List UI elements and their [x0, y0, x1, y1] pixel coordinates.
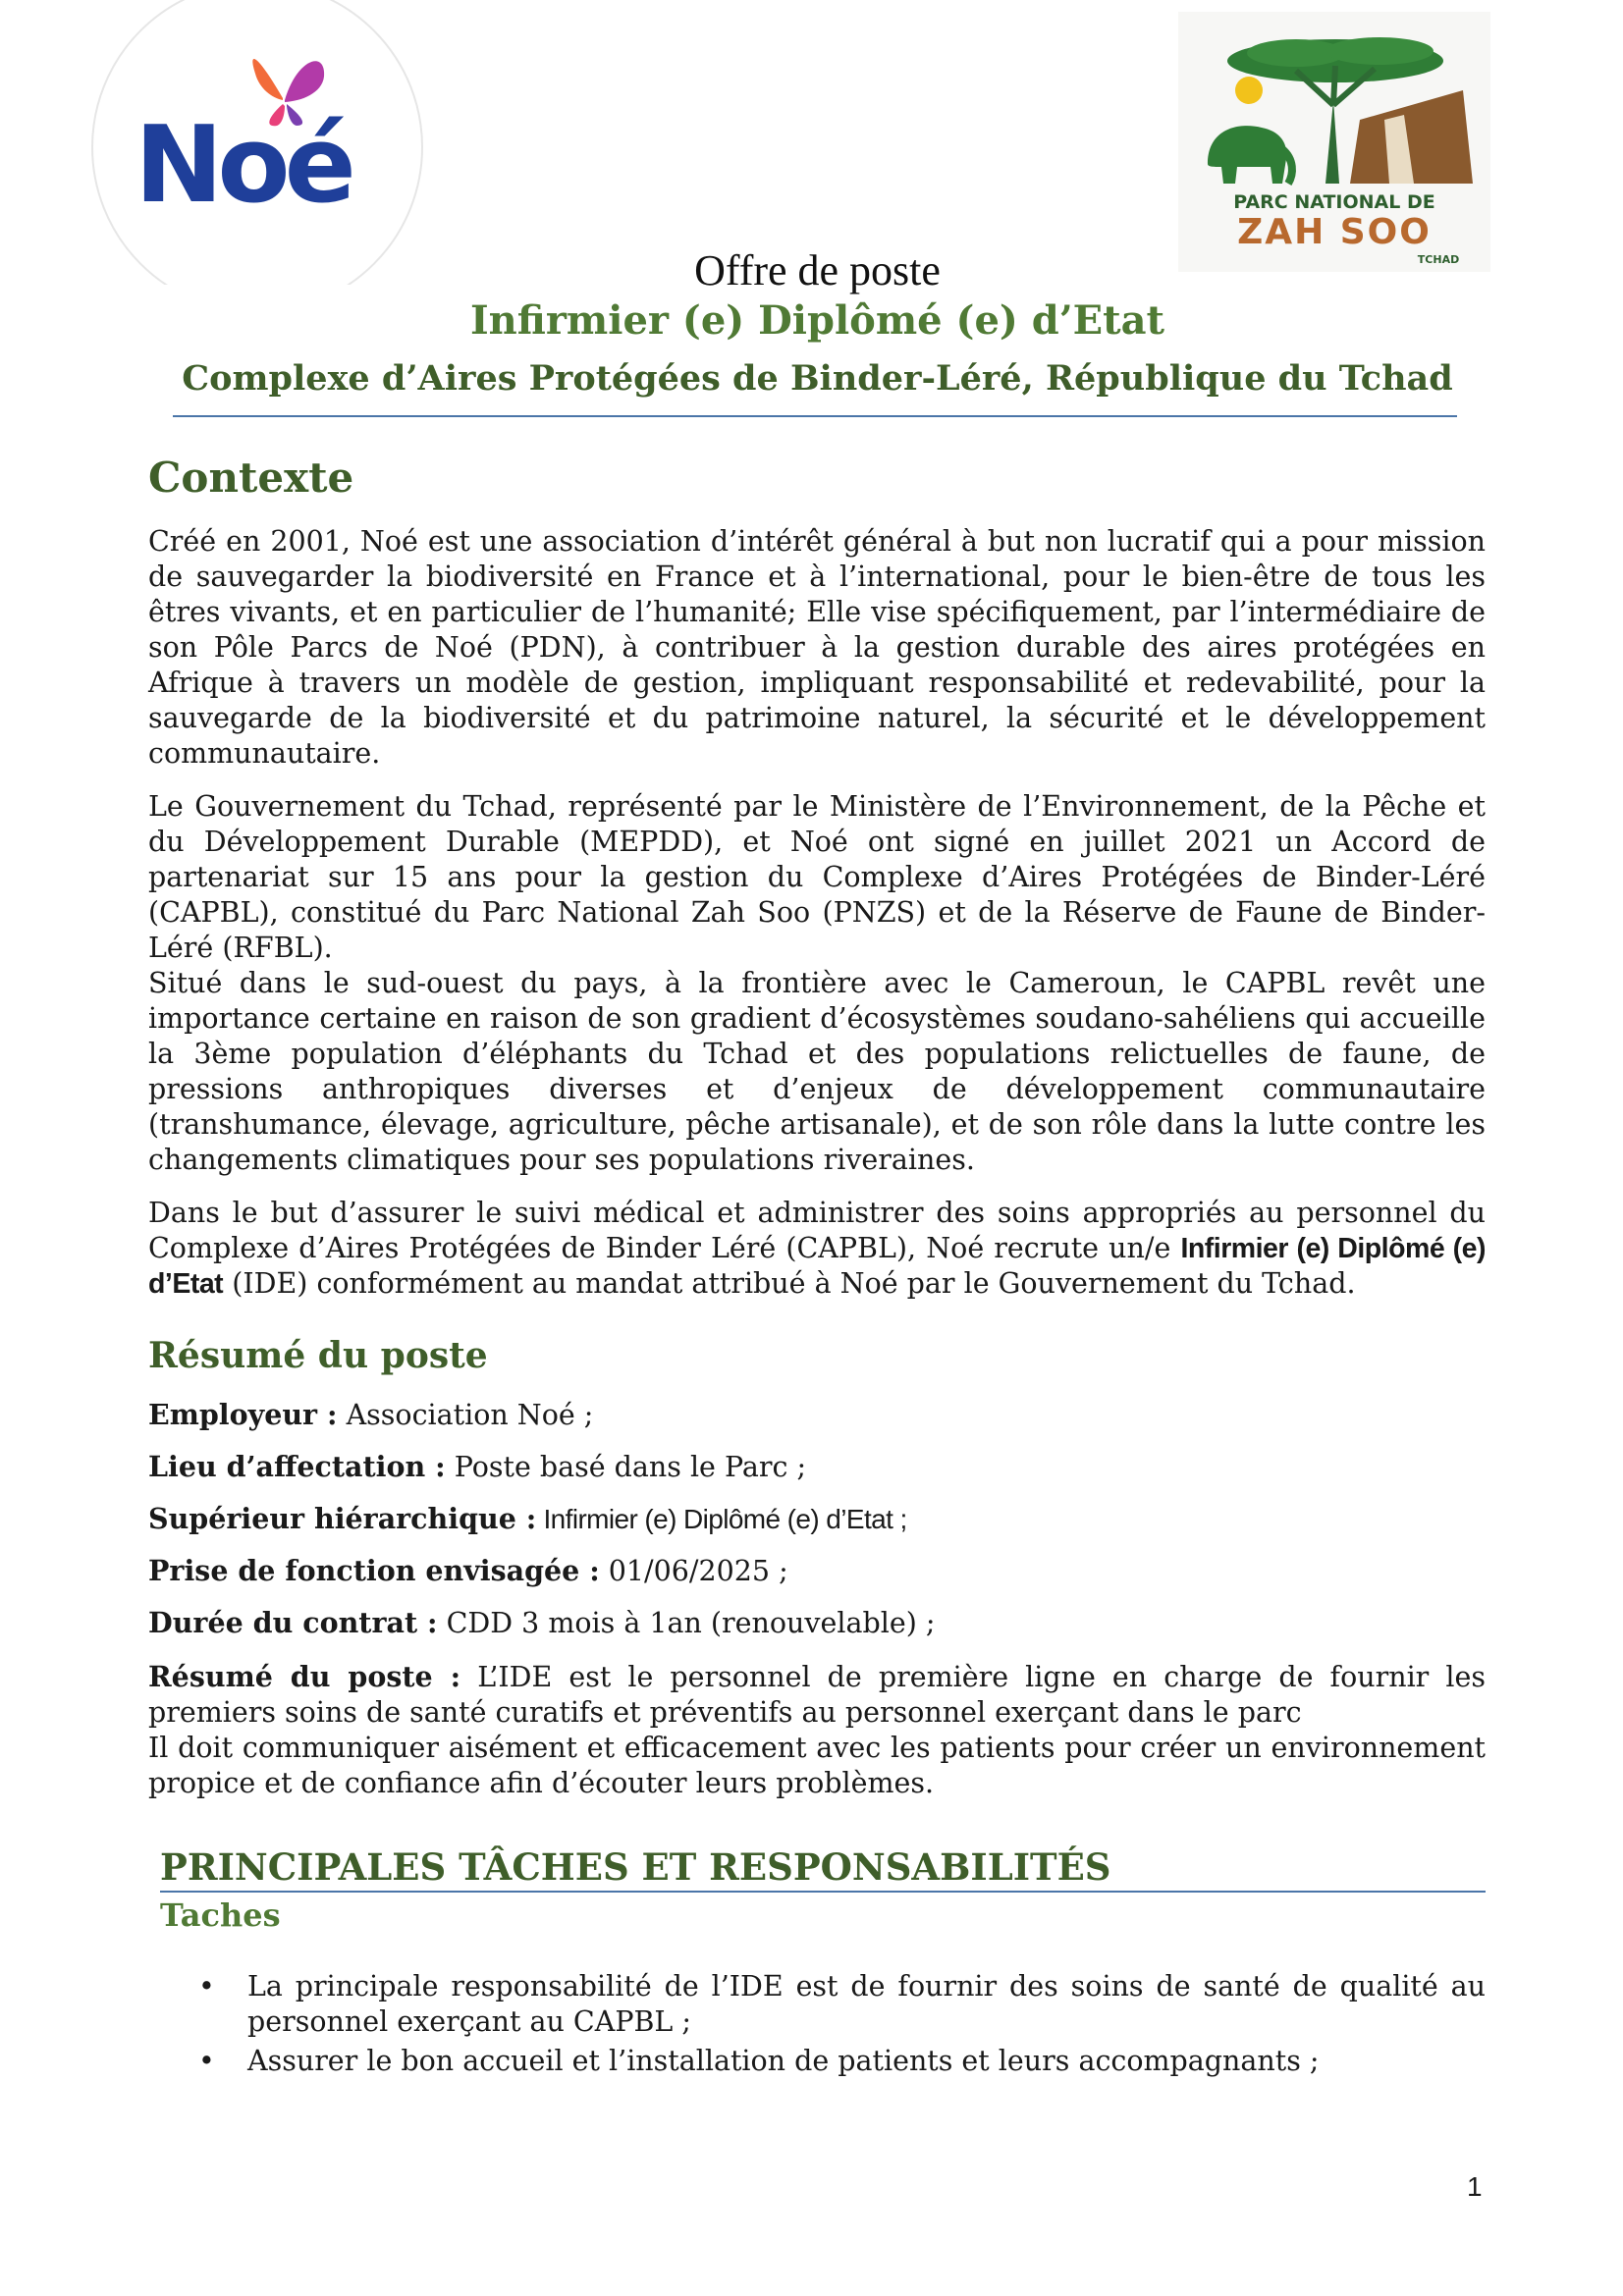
noe-logo-text: Noé — [135, 104, 351, 227]
context-paragraph-4 — [148, 1196, 1486, 1302]
tasks-heading: PRINCIPALES TÂCHES ET RESPONSABILITÉS — [160, 1845, 1111, 1889]
job-summary-row — [148, 1659, 1486, 1801]
job-summary-value-2: Il doit communiquer aisément et efficacement avec les patients pour créer un environnement propice et de confiance afin d’écouter leurs problèmes. — [148, 1732, 1486, 1799]
context-heading: Contexte — [148, 454, 354, 502]
task-text: Assurer le bon accueil et l’installation de patients et leurs accompagnants ; — [247, 2045, 1320, 2077]
superior-value: Infirmier (e) Diplômé (e) d’Etat ; — [536, 1504, 907, 1534]
bullet-icon: • — [198, 1970, 215, 2002]
context-p4-bold: Infirmier (e) Diplômé (e) d’Etat — [148, 1233, 1487, 1300]
employer-row — [148, 1397, 1486, 1433]
location-row — [148, 1449, 1486, 1485]
context-paragraph-1: Créé en 2001, Noé est une association d’intérêt général à but non lucratif qui a pour mission de sauvegarder la biodiversité en France et à l’international, pour le bien-être de tous les êtres vivants, et en particulier de l’humanité; Elle vise spécifiquement, par l’intermédiaire de son Pôle Parcs de Noé (PDN), à contribuer à la gestion durable des aires protégées en Afrique à travers un modèle de gestion, impliquant responsabilité et redevabilité, pour la sauvegarde de la biodiversité et du patrimoine naturel, la sécurité et le développement communautaire. — [148, 525, 1486, 770]
superior-label: Supérieur hiérarchique : — [148, 1502, 537, 1535]
job-title: Infirmier (e) Diplômé (e) d’Etat — [469, 297, 1165, 344]
park-logo-line3: TCHAD — [1417, 253, 1460, 266]
employer-value: Association Noé ; — [337, 1399, 594, 1431]
duration-value: CDD 3 mois à 1an (renouvelable) ; — [437, 1607, 936, 1639]
location-value: Poste basé dans le Parc ; — [445, 1451, 807, 1483]
job-summary-value: L’IDE est le personnel de première ligne en charge de fournir les premiers soins de santé curatifs et préventifs au personnel exerçant dans le parc — [148, 1661, 1486, 1729]
context-p4-end: (IDE) conformément au mandat attribué à Noé par le Gouvernement du Tchad. — [223, 1267, 1356, 1300]
tasks-subheading: Taches — [160, 1896, 281, 1934]
park-logo-line1: PARC NATIONAL DE — [1233, 191, 1435, 213]
offer-label: Offre de poste — [694, 246, 941, 294]
page-number: 1 — [1467, 2171, 1483, 2202]
list-item — [196, 2044, 1486, 2079]
duration-label: Durée du contrat : — [148, 1606, 438, 1639]
start-date-value: 01/06/2025 ; — [599, 1555, 788, 1587]
location-label: Lieu d’affectation : — [148, 1450, 446, 1483]
zah-soo-logo — [1178, 12, 1490, 272]
location-title: Complexe d’Aires Protégées de Binder-Léré, République du Tchad — [182, 358, 1453, 399]
task-list — [196, 1969, 1486, 2083]
context-p4-start: Dans le but d’assurer le suivi médical et administrer des soins appropriés au personnel du Complexe d’Aires Protégées de Binder Léré (CAPBL), Noé recrute un/e — [148, 1197, 1486, 1264]
context-paragraph-2: Le Gouvernement du Tchad, représenté par le Ministère de l’Environnement, de la Pêche et du Développement Durable (MEPDD), et Noé ont signé en juillet 2021 un Accord de partenariat sur 15 ans pour la gestion du Complexe d’Aires Protégées de Binder-Léré (CAPBL), constitué du Parc National Zah Soo (PNZS) et de la Réserve de Faune de Binder-Léré (RFBL). — [148, 790, 1486, 964]
list-item — [196, 1969, 1486, 2040]
context-paragraph-3: Situé dans le sud-ouest du pays, à la frontière avec le Cameroun, le CAPBL revêt une importance certaine en raison de son gradient d’écosystèmes soudano-sahéliens qui accueille la 3ème population d’éléphants du Tchad et des populations relictuelles de faune, de pressions anthropiques diverses et d’enjeux de développement communautaire (transhumance, élevage, agriculture, pêche artisanale), et de son rôle dans la lutte contre les changements climatiques pour ses populations riveraines. — [148, 967, 1486, 1176]
bullet-icon: • — [198, 2045, 215, 2077]
job-summary-label: Résumé du poste : — [148, 1660, 461, 1693]
park-logo-line2: ZAH SOO — [1237, 212, 1432, 252]
summary-heading: Résumé du poste — [148, 1335, 488, 1376]
superior-row — [148, 1501, 1486, 1537]
employer-label: Employeur : — [148, 1398, 338, 1431]
noe-logo — [90, 0, 429, 285]
header-divider — [173, 415, 1457, 417]
tasks-divider — [160, 1891, 1486, 1893]
task-text: La principale responsabilité de l’IDE est de fournir des soins de santé de qualité au personnel exerçant au CAPBL ; — [247, 1970, 1486, 2038]
start-date-label: Prise de fonction envisagée : — [148, 1554, 600, 1587]
start-date-row — [148, 1553, 1486, 1589]
duration-row — [148, 1605, 1486, 1641]
